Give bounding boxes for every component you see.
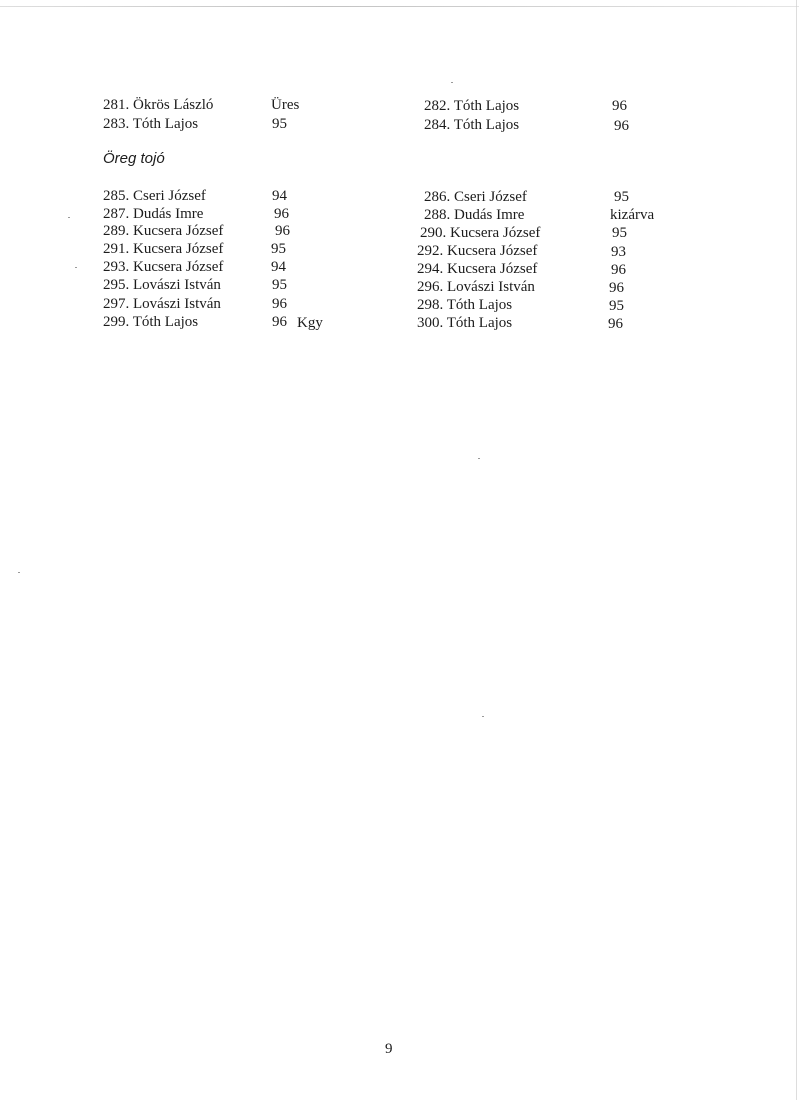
- entry-name: 287. Dudás Imre: [103, 206, 204, 222]
- scan-edge-right: [796, 0, 797, 1100]
- entry-score: 96: [272, 314, 287, 330]
- entry-score: Üres: [271, 97, 300, 113]
- entry-name: 298. Tóth Lajos: [417, 297, 513, 313]
- left-score: [272, 276, 287, 294]
- left-score: [274, 205, 289, 223]
- entry-name: 285. Cseri József: [103, 188, 206, 204]
- right-row: [424, 206, 524, 224]
- right-score: [608, 315, 623, 333]
- entry-name: 291. Kucsera József: [103, 241, 224, 257]
- entry-name: 294. Kucsera József: [417, 261, 538, 277]
- scan-speck: [478, 458, 480, 459]
- left-score: [271, 258, 286, 276]
- left-row: [103, 205, 203, 223]
- left-score: [271, 240, 286, 258]
- left-row: [103, 258, 223, 276]
- right-score: [611, 261, 626, 279]
- left-row: [103, 96, 213, 114]
- entry-score: 95: [272, 277, 287, 293]
- entry-score: 95: [612, 225, 627, 241]
- entry-score: 96: [609, 280, 624, 296]
- entry-score: 95: [609, 298, 624, 314]
- entry-name: 296. Lovászi István: [417, 279, 535, 295]
- scan-speck: [75, 267, 77, 268]
- section-heading: Öreg tojó: [103, 150, 165, 167]
- entry-score: 96: [611, 262, 626, 278]
- scan-speck: [482, 716, 484, 717]
- left-row: [103, 222, 223, 240]
- right-score: [614, 188, 629, 206]
- entry-note: Kgy: [297, 315, 323, 331]
- left-score: [272, 313, 287, 331]
- left-row: [103, 313, 198, 331]
- left-score: [271, 96, 299, 114]
- entry-score: 96: [275, 223, 290, 239]
- right-row: [424, 97, 519, 115]
- page-number: 9: [385, 1041, 393, 1057]
- scan-speck: [68, 217, 70, 218]
- left-row: [103, 240, 223, 258]
- entry-name: 283. Tóth Lajos: [103, 116, 199, 132]
- entry-score: 96: [608, 316, 623, 332]
- right-row: [424, 188, 527, 206]
- entry-name: 299. Tóth Lajos: [103, 314, 199, 330]
- entry-score: 94: [271, 259, 286, 275]
- entry-score: 96: [274, 206, 289, 222]
- entry-name: 292. Kucsera József: [417, 243, 538, 259]
- entry-score: 96: [614, 118, 629, 134]
- left-score: [272, 115, 287, 133]
- right-score: [611, 243, 626, 261]
- entry-name: 286. Cseri József: [424, 189, 527, 205]
- entry-name: 300. Tóth Lajos: [417, 315, 513, 331]
- left-row: [103, 187, 206, 205]
- entry-name: 290. Kucsera József: [420, 225, 541, 241]
- right-score: [610, 206, 654, 224]
- right-row: [417, 314, 512, 332]
- entry-score: 96: [272, 296, 287, 312]
- left-score: [275, 222, 290, 240]
- left-score: [272, 187, 287, 205]
- right-row: [420, 224, 540, 242]
- entry-name: 293. Kucsera József: [103, 259, 224, 275]
- entry-name: 282. Tóth Lajos: [424, 98, 520, 114]
- entry-score: 95: [614, 189, 629, 205]
- entry-name: 284. Tóth Lajos: [424, 117, 520, 133]
- entry-name: 288. Dudás Imre: [424, 207, 525, 223]
- entry-score: 95: [271, 241, 286, 257]
- right-row: [417, 278, 535, 296]
- entry-name: 281. Ökrös László: [103, 97, 214, 113]
- right-row: [417, 296, 512, 314]
- entry-score: kizárva: [610, 207, 655, 223]
- left-score: [272, 295, 287, 313]
- right-score: [612, 224, 627, 242]
- right-score: [609, 279, 624, 297]
- left-row: [103, 295, 221, 313]
- entry-name: 289. Kucsera József: [103, 223, 224, 239]
- right-row: [417, 242, 537, 260]
- scan-edge-top: [0, 6, 799, 7]
- right-score: [612, 97, 627, 115]
- entry-score: 94: [272, 188, 287, 204]
- scan-speck: [18, 572, 20, 573]
- left-note: [297, 314, 323, 332]
- right-score: [609, 297, 624, 315]
- scan-speck: [451, 82, 453, 83]
- entry-score: 96: [612, 98, 627, 114]
- right-row: [424, 116, 519, 134]
- left-row: [103, 276, 221, 294]
- entry-score: 93: [611, 244, 626, 260]
- left-row: [103, 115, 198, 133]
- entry-name: 297. Lovászi István: [103, 296, 221, 312]
- entry-score: 95: [272, 116, 287, 132]
- right-row: [417, 260, 537, 278]
- entry-name: 295. Lovászi István: [103, 277, 221, 293]
- right-score: [614, 117, 629, 135]
